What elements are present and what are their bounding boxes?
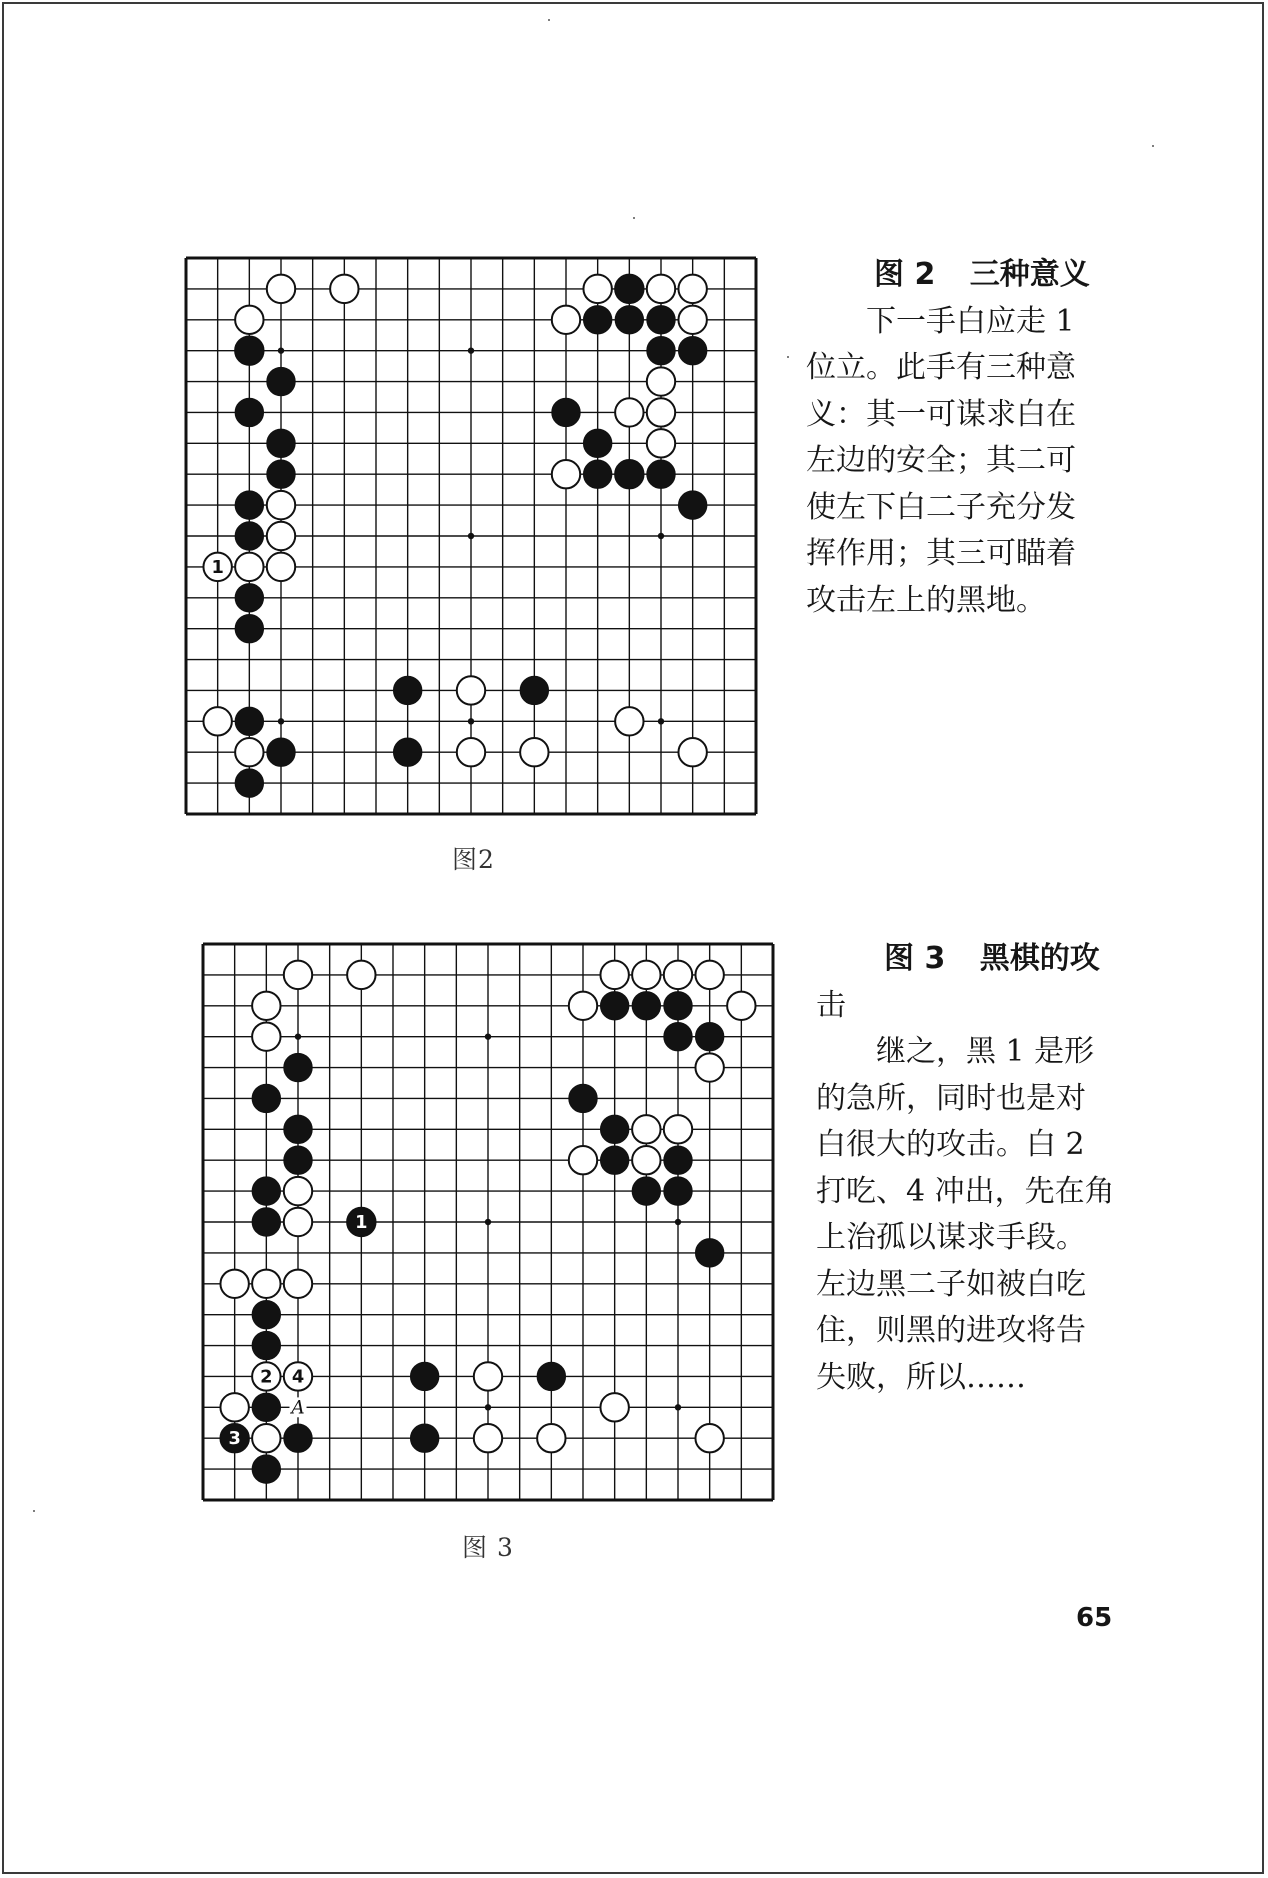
black-stone (615, 460, 643, 488)
white-stone (267, 522, 295, 550)
star-point (468, 718, 474, 724)
black-stone (284, 1146, 312, 1174)
black-stone (252, 1084, 280, 1112)
black-stone (583, 429, 611, 457)
black-stone (252, 1208, 280, 1236)
figure-2-title-label: 图 2 (874, 257, 936, 292)
black-stone (235, 707, 263, 735)
white-stone (569, 992, 597, 1020)
figure-3-text (816, 936, 1160, 1401)
white-stone (695, 961, 723, 989)
body-line: 住，则黑的进攻将告 (816, 1313, 1086, 1348)
white-stone (235, 553, 263, 581)
body-line: 挥作用；其三可瞄着 (806, 536, 1076, 571)
black-stone (393, 738, 421, 766)
white-stone (474, 1362, 502, 1390)
star-point (278, 347, 284, 353)
white-stone (632, 1146, 660, 1174)
white-stone (284, 1208, 312, 1236)
white-stone (252, 1022, 280, 1050)
black-stone (393, 676, 421, 704)
white-stone (284, 1270, 312, 1298)
figure-3-title (816, 936, 1160, 983)
black-stone (284, 1115, 312, 1143)
star-point (485, 1404, 491, 1410)
star-point (295, 1033, 301, 1039)
black-stone (664, 992, 692, 1020)
black-stone (647, 336, 675, 364)
move-number-label: 3 (228, 1429, 241, 1450)
black-stone (647, 460, 675, 488)
star-point (485, 1033, 491, 1039)
figure-2-title-rest: 三种意义 (969, 257, 1090, 292)
black-stone (252, 1177, 280, 1205)
black-stone (552, 398, 580, 426)
white-stone (664, 961, 692, 989)
star-point (468, 347, 474, 353)
black-stone (410, 1362, 438, 1390)
black-stone (252, 1300, 280, 1328)
figure-3-title-cont: 击 (816, 987, 846, 1023)
page-number: 65 (1076, 1603, 1113, 1633)
black-stone (600, 992, 628, 1020)
white-stone (284, 1177, 312, 1205)
white-stone (267, 553, 295, 581)
black-stone (632, 1177, 660, 1205)
white-stone (569, 1146, 597, 1174)
scan-speck (33, 1510, 35, 1512)
star-point (658, 533, 664, 539)
white-stone (267, 275, 295, 303)
star-point (278, 718, 284, 724)
black-stone (615, 275, 643, 303)
body-line: 打吃、4 冲出，先在角 (816, 1173, 1115, 1209)
black-stone (537, 1362, 565, 1390)
black-stone (569, 1084, 597, 1112)
body-line: 左边黑二子如被白吃 (816, 1266, 1086, 1302)
black-stone (267, 460, 295, 488)
white-stone (520, 738, 548, 766)
white-stone (252, 1424, 280, 1452)
body-line: 位立。此手有三种意 (806, 350, 1076, 385)
black-stone (600, 1146, 628, 1174)
white-stone (600, 961, 628, 989)
white-stone (220, 1393, 248, 1421)
white-stone (647, 367, 675, 395)
figure-3-caption: 图 3 (462, 1533, 514, 1562)
white-stone (457, 676, 485, 704)
body-line: 失败，所以…… (816, 1359, 1026, 1395)
black-stone (235, 614, 263, 642)
white-stone (252, 1270, 280, 1298)
star-point (468, 533, 474, 539)
white-stone (267, 491, 295, 519)
white-stone (457, 738, 485, 766)
go-board-figure-2 (182, 254, 760, 818)
white-stone (235, 306, 263, 334)
figure-3-title-rest: 黑棋的攻 (979, 941, 1100, 976)
black-stone (664, 1177, 692, 1205)
point-letter-label: A (291, 1397, 305, 1419)
body-line: 上治孤以谋求手段。 (816, 1220, 1086, 1255)
white-stone (252, 992, 280, 1020)
white-stone (647, 398, 675, 426)
white-stone (647, 275, 675, 303)
body-line: 下一手白应走 1 (866, 303, 1075, 339)
white-stone (678, 738, 706, 766)
star-point (675, 1219, 681, 1225)
scan-speck (1152, 145, 1154, 147)
scan-speck (548, 19, 550, 21)
black-stone (647, 306, 675, 334)
figure-2-text (806, 252, 1146, 624)
black-stone (235, 336, 263, 364)
white-stone (203, 707, 231, 735)
body-line: 继之，黑 1 是形 (876, 1034, 1095, 1069)
black-stone (284, 1424, 312, 1452)
black-stone (695, 1239, 723, 1267)
move-number-label: 1 (355, 1212, 368, 1233)
black-stone (252, 1393, 280, 1421)
white-stone (474, 1424, 502, 1452)
white-stone (235, 738, 263, 766)
body-line: 的急所，同时也是对 (816, 1080, 1086, 1116)
white-stone (695, 1424, 723, 1452)
white-stone (678, 306, 706, 334)
white-stone (632, 961, 660, 989)
white-stone (583, 275, 611, 303)
body-line: 使左下白二子充分发 (806, 489, 1076, 525)
black-stone (267, 738, 295, 766)
white-stone (537, 1424, 565, 1452)
figure-2-title (806, 252, 1146, 299)
black-stone (664, 1022, 692, 1050)
move-number-label: 2 (260, 1367, 273, 1388)
white-stone (600, 1393, 628, 1421)
black-stone (583, 460, 611, 488)
black-stone (235, 491, 263, 519)
figure-2-caption: 图2 (452, 845, 495, 874)
figure-3-body (816, 1029, 1160, 1401)
white-stone (284, 961, 312, 989)
black-stone (235, 769, 263, 797)
black-stone (235, 398, 263, 426)
black-stone (252, 1331, 280, 1359)
black-stone (267, 367, 295, 395)
scan-speck (787, 356, 789, 358)
black-stone (600, 1115, 628, 1143)
black-stone (695, 1022, 723, 1050)
white-stone (615, 398, 643, 426)
black-stone (678, 491, 706, 519)
black-stone (235, 522, 263, 550)
body-line: 义：其一可谋求白在 (806, 396, 1076, 432)
white-stone (632, 1115, 660, 1143)
black-stone (520, 676, 548, 704)
black-stone (664, 1146, 692, 1174)
white-stone (647, 429, 675, 457)
white-stone (615, 707, 643, 735)
white-stone (347, 961, 375, 989)
white-stone (220, 1270, 248, 1298)
black-stone (252, 1455, 280, 1483)
move-number-label: 1 (211, 557, 224, 578)
move-number-label: 4 (291, 1367, 305, 1388)
star-point (658, 718, 664, 724)
figure-3-title-label: 图 3 (884, 941, 946, 976)
go-board-figure-3 (199, 940, 777, 1504)
white-stone (678, 275, 706, 303)
white-stone (552, 460, 580, 488)
figure-2-body (806, 299, 1146, 625)
black-stone (284, 1053, 312, 1081)
scan-speck (633, 217, 635, 219)
black-stone (632, 992, 660, 1020)
black-stone (410, 1424, 438, 1452)
star-point (675, 1404, 681, 1410)
white-stone (695, 1053, 723, 1081)
white-stone (727, 992, 755, 1020)
body-line: 左边的安全；其二可 (806, 443, 1076, 478)
white-stone (330, 275, 358, 303)
white-stone (552, 306, 580, 334)
star-point (485, 1219, 491, 1225)
body-line: 白很大的攻击。白 2 (816, 1127, 1085, 1162)
black-stone (267, 429, 295, 457)
black-stone (615, 306, 643, 334)
body-line: 攻击左上的黑地。 (806, 582, 1046, 618)
black-stone (678, 336, 706, 364)
black-stone (583, 306, 611, 334)
black-stone (235, 584, 263, 612)
white-stone (664, 1115, 692, 1143)
